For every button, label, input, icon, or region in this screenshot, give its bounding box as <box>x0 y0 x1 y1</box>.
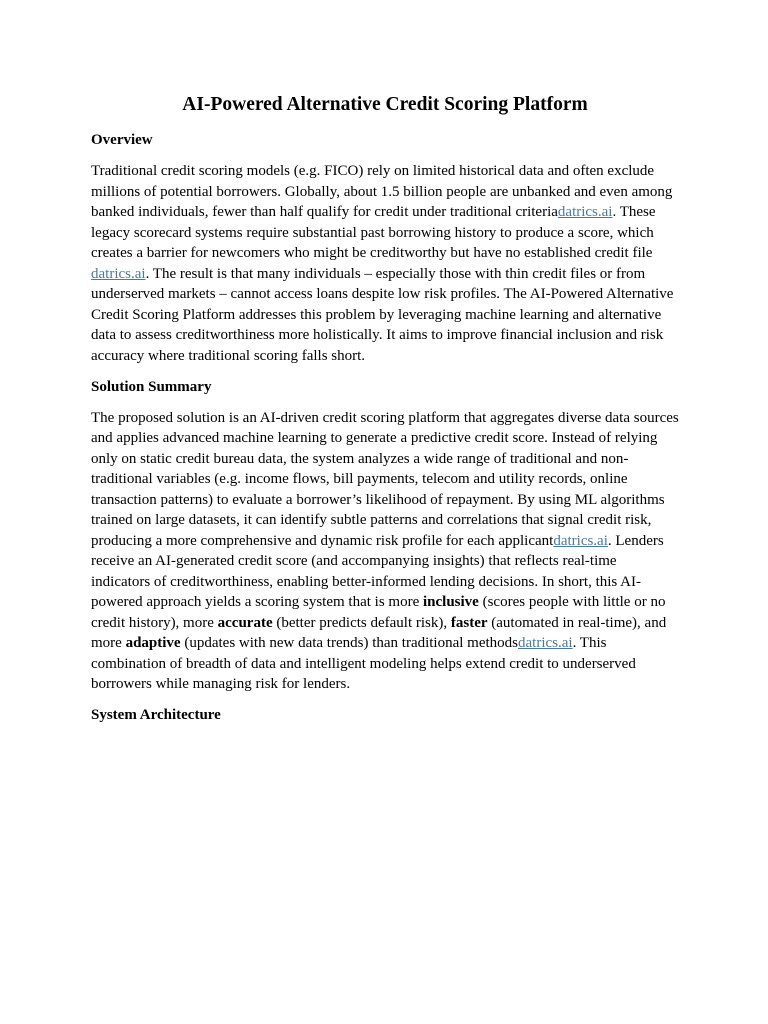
section-heading-overview: Overview <box>91 132 153 148</box>
solution-bold-faster: faster <box>450 614 488 631</box>
solution-text-3: (scores people with little or no credit history), more <box>91 594 666 631</box>
solution-source-link-2[interactable]: datrics.ai <box>518 635 573 651</box>
solution-bold-adaptive: adaptive <box>125 635 181 651</box>
solution-source-link-1[interactable]: datrics.ai <box>553 532 608 549</box>
overview-text-1: Traditional credit scoring models (e.g. FICO) rely on limited historical data and often exclude millions of potential borrowers. Globally, about 1.5 billion people are unbanked and even among banked individuals, fewer than half qualify for credit under traditional criteria <box>91 163 673 220</box>
solution-text-7: . This combination of breadth of data and intelligent modeling helps extend credit to underserved borrowers while managing risk for lenders. <box>91 635 636 692</box>
overview-text-3: . The result is that many individuals – especially those with thin credit files or from underserved markets – cannot access loans despite low risk profiles. The AI-Powered Alternative Credit Scoring Platform addresses this problem by leveraging machine learning and alternative data to assess creditworthiness more holistically. It aims to improve financial inclusion and risk accuracy where traditional scoring falls short. <box>91 265 674 364</box>
overview-source-link-2[interactable]: datrics.ai <box>91 265 146 282</box>
section-heading-system-architecture: System Architecture <box>91 707 221 723</box>
solution-text-5: (automated in real-time), and more <box>91 614 667 651</box>
solution-bold-accurate: accurate <box>217 614 273 631</box>
overview-source-link-1[interactable]: datrics.ai <box>557 204 613 220</box>
solution-text-6: (updates with new data trends) than traditional methods <box>180 635 519 651</box>
solution-summary-paragraph <box>91 408 679 695</box>
solution-text-4: (better predicts default risk), <box>272 614 451 631</box>
section-heading-solution-summary: Solution Summary <box>91 378 212 395</box>
solution-text-2: . Lenders receive an AI-generated credit score (and accompanying insights) that reflects real-time indicators of creditworthiness, enabling better-informed lending decisions. In short, this AI-powered approach yields a scoring system that is more <box>91 532 664 610</box>
document-page <box>91 91 679 736</box>
overview-paragraph <box>91 161 679 366</box>
solution-text-1: The proposed solution is an AI-driven credit scoring platform that aggregates diverse data sources and applies advanced machine learning to generate a predictive credit score. Instead of relying only on static credit bureau data, the system analyzes a wide range of traditional and non-traditional variables (e.g. income flows, bill payments, telecom and utility records, online transaction patterns) to evaluate a borrower’s likelihood of repayment. By using ML algorithms trained on large datasets, it can identify subtle patterns and correlations that signal credit risk, producing a more comprehensive and dynamic risk profile for each applicant <box>91 409 679 549</box>
document-title: AI-Powered Alternative Credit Scoring Platform <box>182 94 588 115</box>
overview-text-2: . These legacy scorecard systems require substantial past borrowing history to produce a score, which creates a barrier for newcomers who might be creditworthy but have no established credit file <box>91 204 656 261</box>
solution-bold-inclusive: inclusive <box>423 594 479 610</box>
